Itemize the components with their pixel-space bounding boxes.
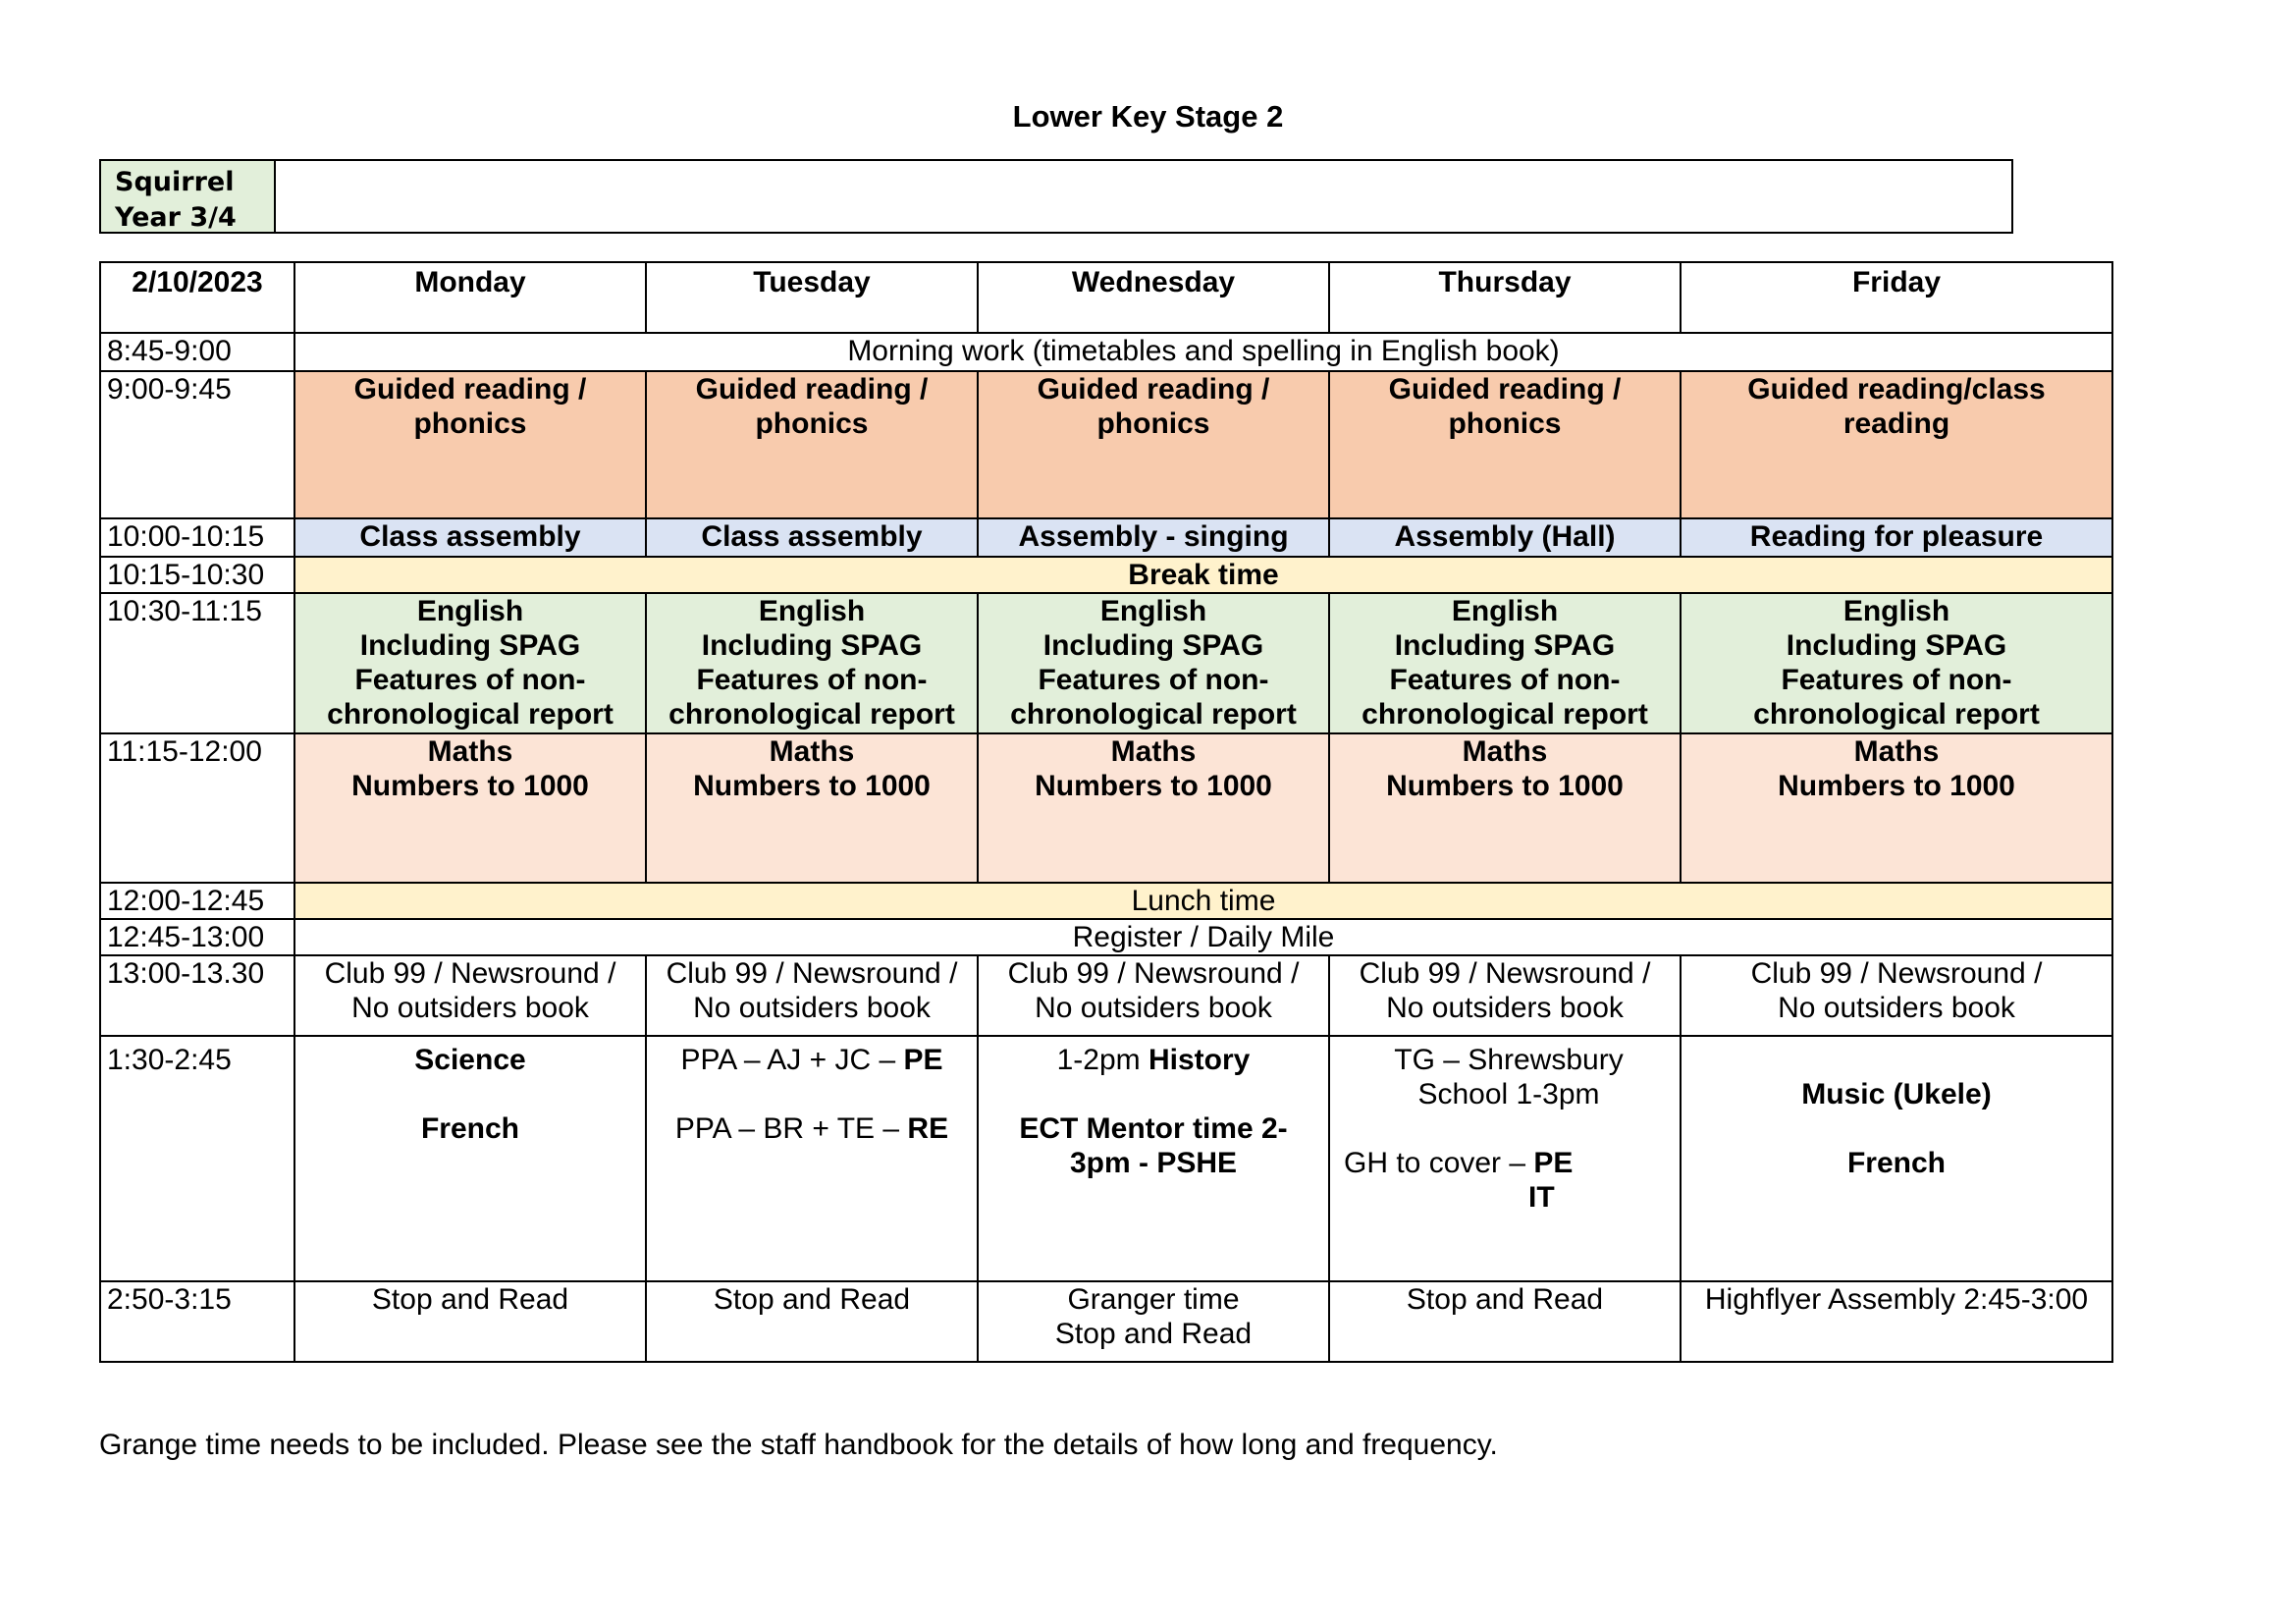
table-row xyxy=(100,371,2112,518)
lesson-subject: History xyxy=(1148,1044,1251,1076)
lesson-line: chronological report xyxy=(1362,698,1648,731)
lesson-line: French xyxy=(1846,1147,1947,1179)
lesson-line xyxy=(653,1043,971,1077)
lesson-line: Including SPAG xyxy=(359,629,581,662)
lesson-line: Including SPAG xyxy=(1042,629,1264,662)
lesson-line: English xyxy=(1451,595,1559,627)
class-name: Squirrel xyxy=(115,167,235,197)
guided-reading-friday xyxy=(1681,371,2112,518)
lesson-line: Maths xyxy=(427,735,513,768)
lesson-line: English xyxy=(1842,595,1950,627)
table-row xyxy=(100,593,2112,733)
table-row xyxy=(100,919,2112,955)
day-header-tuesday: Tuesday xyxy=(646,262,978,333)
guided-reading-monday xyxy=(294,371,646,518)
lesson-line: English xyxy=(758,595,866,627)
day-header-thursday: Thursday xyxy=(1329,262,1681,333)
cover-text: GH to cover – xyxy=(1344,1147,1534,1179)
page-title: Lower Key Stage 2 xyxy=(1012,99,1284,134)
last-lesson-wednesday xyxy=(978,1281,1329,1362)
timetable-date: 2/10/2023 xyxy=(100,262,294,333)
english-monday xyxy=(294,593,646,733)
lesson-line: Guided reading / xyxy=(353,373,587,406)
lesson-line: Numbers to 1000 xyxy=(1035,770,1272,802)
lesson-line: Including SPAG xyxy=(701,629,923,662)
guided-reading-wednesday xyxy=(978,371,1329,518)
lesson-line: Numbers to 1000 xyxy=(351,770,589,802)
afternoon-friday xyxy=(1681,1036,2112,1281)
maths-wednesday xyxy=(978,733,1329,883)
lesson-line: IT xyxy=(1528,1181,1555,1214)
lesson-line: chronological report xyxy=(668,698,955,731)
lesson-line: Club 99 / Newsround / xyxy=(1007,957,1300,990)
club-friday xyxy=(1681,955,2112,1036)
time-slot: 10:30-11:15 xyxy=(100,593,294,733)
club-monday xyxy=(294,955,646,1036)
lesson-line: Club 99 / Newsround / xyxy=(666,957,958,990)
lesson-line: Features of non- xyxy=(1781,664,2012,696)
lesson-line: French xyxy=(420,1112,520,1145)
time-slot: 2:50-3:15 xyxy=(100,1281,294,1362)
lesson-line: Guided reading/class xyxy=(1747,373,2046,406)
lesson-line: Numbers to 1000 xyxy=(1778,770,2015,802)
club-tuesday xyxy=(646,955,978,1036)
lesson-line: Numbers to 1000 xyxy=(693,770,931,802)
english-friday xyxy=(1681,593,2112,733)
time-slot: 12:45-13:00 xyxy=(100,919,294,955)
last-lesson-friday: Highflyer Assembly 2:45-3:00 xyxy=(1681,1281,2112,1362)
lesson-line: School 1-3pm xyxy=(1417,1078,1600,1110)
lesson-line: No outsiders book xyxy=(693,992,931,1024)
lesson-line: phonics xyxy=(1448,407,1562,440)
break-time-cell: Break time xyxy=(294,557,2112,593)
lesson-line: English xyxy=(1099,595,1207,627)
lesson-line: phonics xyxy=(755,407,869,440)
lesson-line xyxy=(985,1043,1322,1077)
lesson-line: Including SPAG xyxy=(1394,629,1616,662)
header-row xyxy=(100,262,2112,333)
table-row xyxy=(100,333,2112,371)
lunch-time-cell: Lunch time xyxy=(294,883,2112,919)
afternoon-monday xyxy=(294,1036,646,1281)
maths-monday xyxy=(294,733,646,883)
cover-subject: PE xyxy=(1533,1147,1574,1179)
ppa-subject: PE xyxy=(903,1044,943,1076)
lesson-line: Maths xyxy=(1853,735,1940,768)
time-slot: 10:00-10:15 xyxy=(100,518,294,557)
table-row xyxy=(100,557,2112,593)
table-row xyxy=(100,1036,2112,1281)
register-cell: Register / Daily Mile xyxy=(294,919,2112,955)
lesson-line: No outsiders book xyxy=(351,992,589,1024)
time-slot: 12:00-12:45 xyxy=(100,883,294,919)
assembly-wednesday: Assembly - singing xyxy=(978,518,1329,557)
lesson-line: Features of non- xyxy=(354,664,586,696)
lesson-line: Features of non- xyxy=(696,664,928,696)
maths-tuesday xyxy=(646,733,978,883)
table-row xyxy=(100,955,2112,1036)
morning-work-cell: Morning work (timetables and spelling in English book) xyxy=(294,333,2112,371)
last-lesson-thursday: Stop and Read xyxy=(1329,1281,1681,1362)
lesson-line: Numbers to 1000 xyxy=(1386,770,1624,802)
english-tuesday xyxy=(646,593,978,733)
lesson-line: Stop and Read xyxy=(1054,1318,1253,1350)
lesson-line: Maths xyxy=(1462,735,1548,768)
guided-reading-tuesday xyxy=(646,371,978,518)
lesson-line xyxy=(1344,1146,1674,1180)
last-lesson-tuesday: Stop and Read xyxy=(646,1281,978,1362)
last-lesson-monday: Stop and Read xyxy=(294,1281,646,1362)
lesson-line: No outsiders book xyxy=(1035,992,1272,1024)
table-row xyxy=(100,1281,2112,1362)
maths-thursday xyxy=(1329,733,1681,883)
afternoon-tuesday xyxy=(646,1036,978,1281)
day-header-friday: Friday xyxy=(1681,262,2112,333)
lesson-line: TG – Shrewsbury xyxy=(1394,1044,1624,1076)
class-year: Year 3/4 xyxy=(115,202,237,233)
time-slot: 11:15-12:00 xyxy=(100,733,294,883)
club-thursday xyxy=(1329,955,1681,1036)
lesson-line: chronological report xyxy=(1753,698,2040,731)
afternoon-wednesday xyxy=(978,1036,1329,1281)
lesson-line xyxy=(653,1111,971,1146)
lesson-line: phonics xyxy=(1096,407,1210,440)
time-slot: 1:30-2:45 xyxy=(100,1036,294,1281)
class-info-empty xyxy=(276,161,2011,232)
ppa-text: PPA – BR + TE – xyxy=(674,1112,908,1145)
class-label xyxy=(101,161,276,232)
assembly-thursday: Assembly (Hall) xyxy=(1329,518,1681,557)
lesson-line: Features of non- xyxy=(1389,664,1621,696)
lesson-line: English xyxy=(416,595,524,627)
time-slot: 9:00-9:45 xyxy=(100,371,294,518)
lesson-line: chronological report xyxy=(1010,698,1297,731)
assembly-tuesday: Class assembly xyxy=(646,518,978,557)
afternoon-thursday xyxy=(1329,1036,1681,1281)
lesson-line: No outsiders book xyxy=(1778,992,2015,1024)
lesson-line: Maths xyxy=(769,735,855,768)
lesson-line: chronological report xyxy=(327,698,614,731)
lesson-line: Club 99 / Newsround / xyxy=(1750,957,2043,990)
lesson-line: Including SPAG xyxy=(1786,629,2007,662)
lesson-line: phonics xyxy=(413,407,527,440)
time-slot: 13:00-13.30 xyxy=(100,955,294,1036)
lesson-line: Granger time xyxy=(1067,1283,1240,1316)
lesson-line: Guided reading / xyxy=(1388,373,1622,406)
ppa-text: PPA – AJ + JC – xyxy=(680,1044,904,1076)
timetable xyxy=(99,261,2113,1363)
club-wednesday xyxy=(978,955,1329,1036)
table-row xyxy=(100,883,2112,919)
time-text: 1-2pm xyxy=(1056,1044,1148,1076)
lesson-line: Guided reading / xyxy=(695,373,929,406)
class-info-box xyxy=(99,159,2013,234)
assembly-friday: Reading for pleasure xyxy=(1681,518,2112,557)
lesson-line: Club 99 / Newsround / xyxy=(1359,957,1651,990)
lesson-line: Guided reading / xyxy=(1037,373,1270,406)
english-thursday xyxy=(1329,593,1681,733)
table-row xyxy=(100,518,2112,557)
maths-friday xyxy=(1681,733,2112,883)
lesson-line: Features of non- xyxy=(1038,664,1269,696)
assembly-monday: Class assembly xyxy=(294,518,646,557)
day-header-wednesday: Wednesday xyxy=(978,262,1329,333)
time-slot: 10:15-10:30 xyxy=(100,557,294,593)
lesson-line: ECT Mentor time 2- xyxy=(1019,1112,1288,1145)
day-header-monday: Monday xyxy=(294,262,646,333)
guided-reading-thursday xyxy=(1329,371,1681,518)
english-wednesday xyxy=(978,593,1329,733)
lesson-line: Science xyxy=(414,1044,526,1076)
footnote: Grange time needs to be included. Please see the staff handbook for the details of how long and frequency. xyxy=(99,1429,1498,1461)
lesson-line: Club 99 / Newsround / xyxy=(324,957,616,990)
lesson-line: 3pm - PSHE xyxy=(1069,1147,1238,1179)
lesson-line: Maths xyxy=(1110,735,1197,768)
lesson-line: Music (Ukele) xyxy=(1801,1078,1992,1110)
ppa-subject: RE xyxy=(907,1112,949,1145)
time-slot: 8:45-9:00 xyxy=(100,333,294,371)
lesson-line: No outsiders book xyxy=(1386,992,1624,1024)
table-row xyxy=(100,733,2112,883)
lesson-line: reading xyxy=(1842,407,1950,440)
